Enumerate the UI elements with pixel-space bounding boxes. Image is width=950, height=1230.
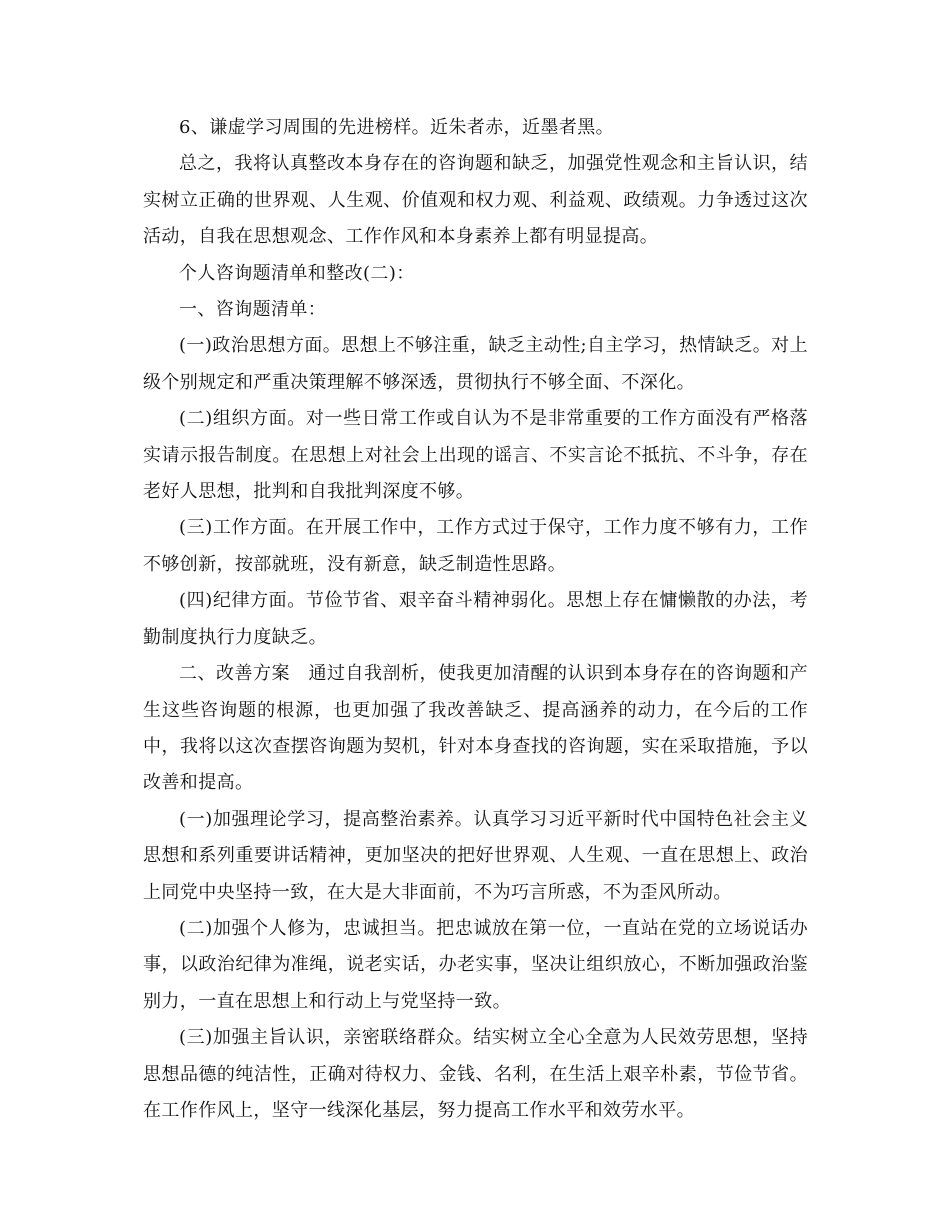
paragraph-theory-study: (一)加强理论学习，提高整治素养。认真学习习近平新时代中国特色社会主义思想和系列重要讲话精神，更加坚决的把好世界观、人生观、一直在思想上、政治上同党中央坚持一致，在大是大非面前，不为巧言所惑，不为歪风所动。	[143, 808, 808, 903]
paragraph-learn-models: 6、谦虚学习周围的先进榜样。近朱者赤，近墨者黑。	[179, 117, 615, 138]
document-body	[143, 110, 808, 1129]
paragraph-purpose-awareness: (三)加强主旨认识，亲密联络群众。结实树立全心全意为人民效劳思想，坚持思想品德的纯洁性，正确对待权力、金钱、名利，在生活上艰辛朴素，节俭节省。在工作作风上，坚守一线深化基层，努力提高工作水平和效劳水平。	[143, 1027, 808, 1121]
paragraph-work: (三)工作方面。在开展工作中，工作方式过于保守，工作力度不够有力，工作不够创新，按部就班，没有新意，缺乏制造性思路。	[143, 517, 808, 575]
paragraph-discipline: (四)纪律方面。节俭节省、艰辛奋斗精神弱化。思想上存在慵懒散的办法，考勤制度执行力度缺乏。	[143, 590, 808, 648]
paragraph-conclusion: 总之，我将认真整改本身存在的咨询题和缺乏，加强党性观念和主旨认识，结实树立正确的世界观、人生观、价值观和权力观、利益观、政绩观。力争透过这次活动，自我在思想观念、工作作风和本身素养上都有明显提高。	[143, 153, 808, 248]
paragraph-political-thought: (一)政治思想方面。思想上不够注重，缺乏主动性;自主学习，热情缺乏。对上级个别规定和严重决策理解不够深透，贯彻执行不够全面、不深化。	[143, 335, 808, 393]
paragraph-improvement-plan: 二、改善方案 通过自我剖析，使我更加清醒的认识到本身存在的咨询题和产生这些咨询题的根源，也更加强了我改善缺乏、提高涵养的动力，在今后的工作中，我将以这次查摆咨询题为契机，针对本身查找的咨询题，实在采取措施，予以改善和提高。	[143, 663, 808, 794]
section-title-problem-list-2: 个人咨询题清单和整改(二)：	[179, 262, 415, 284]
paragraph-personal-cultivation: (二)加强个人修为，忠诚担当。把忠诚放在第一位，一直站在党的立场说话办事，以政治纪律为准绳，说老实话，办老实事，坚决让组织放心，不断加强政治鉴别力，一直在思想上和行动上与党坚持一致。	[143, 917, 808, 1012]
heading-problem-list: 一、咨询题清单：	[179, 299, 327, 321]
paragraph-organization: (二)组织方面。对一些日常工作或自认为不是非常重要的工作方面没有严格落实请示报告制度。在思想上对社会上出现的谣言、不实言论不抵抗、不斗争，存在老好人思想，批判和自我批判深度不够。	[143, 408, 808, 503]
